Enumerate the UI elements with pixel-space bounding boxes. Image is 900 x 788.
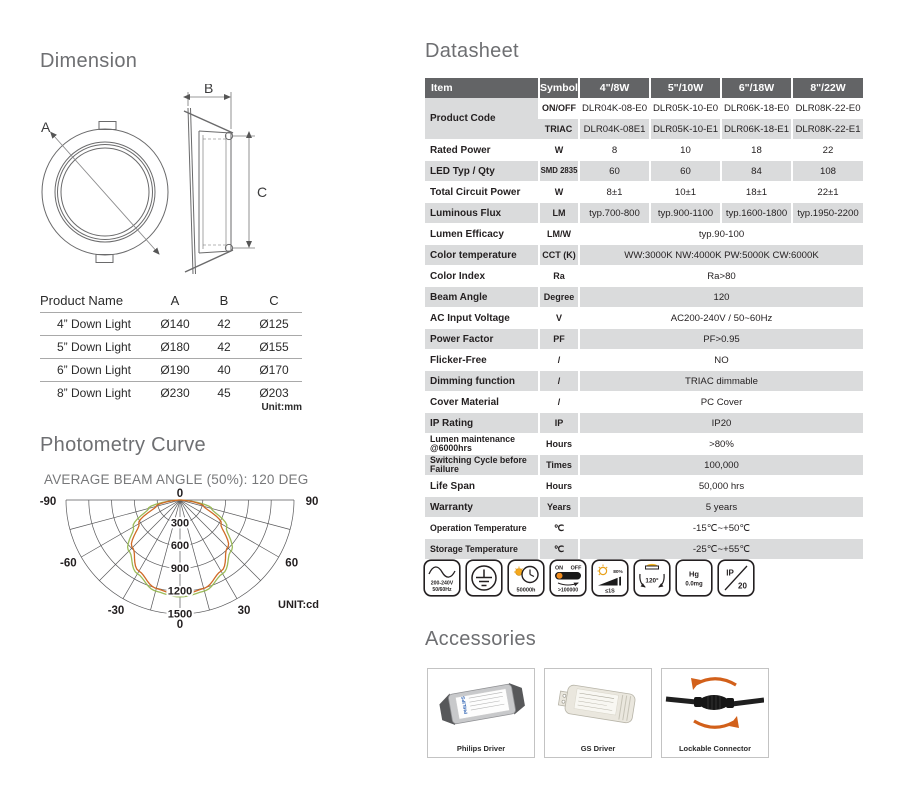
datasheet-value: DLR04K-08E1 [579,119,650,140]
accessory-philips-driver [427,668,535,758]
datasheet-row [425,476,863,497]
datasheet-symbol: / [539,392,579,413]
datasheet-value: Ra>80 [579,266,863,287]
svg-text:50/60Hz: 50/60Hz [432,587,452,593]
datasheet-row [425,329,863,350]
datasheet-item-label: Power Factor [425,329,539,350]
datasheet-item-label: Total Circuit Power [425,182,539,203]
datasheet-value: >80% [579,434,863,455]
datasheet-value: typ.90-100 [579,224,863,245]
datasheet-item-label: Lumen Efficacy [425,224,539,245]
spring-pivot-top [225,132,232,139]
datasheet-item-label: Storage Temperature [425,539,539,560]
datasheet-row [425,245,863,266]
accessory-caption: Philips Driver [456,744,506,753]
datasheet-header-row [425,78,863,98]
polar-angle-label: 30 [237,604,251,617]
datasheet-symbol: LM/W [539,224,579,245]
datasheet-value: 120 [579,287,863,308]
polar-radial-line [180,500,261,581]
datasheet-col-header: Symbol [539,78,579,98]
accessories-list [427,668,769,758]
product-table-cell: Ø140 [148,313,202,336]
polar-angle-label: -90 [39,496,57,508]
photometry-polar-chart [28,488,400,654]
instant-start-icon [591,559,629,597]
datasheet-row [425,392,863,413]
datasheet-value: 84 [721,161,792,182]
polar-angle-label: -60 [59,557,77,570]
polar-ring-label: 300 [170,517,190,530]
datasheet-item-label: Rated Power [425,140,539,161]
datasheet-row [425,518,863,539]
product-table-cell: Ø203 [246,382,302,405]
accessory-caption: Lockable Connector [678,744,752,753]
datasheet-section-title: Datasheet [425,40,519,62]
mount-tab-bottom [96,255,113,263]
datasheet-row [425,203,863,224]
product-table-cell: Ø230 [148,382,202,405]
datasheet-value: 5 years [579,497,863,518]
lockable-connector-image [664,671,764,737]
product-table-header: C [269,292,279,308]
polar-angle-label: -30 [107,604,125,617]
datasheet-col-header: 5"/10W [650,78,721,98]
datasheet-value: 22 [792,140,863,161]
datasheet-value: 22±1 [792,182,863,203]
datasheet-row [425,287,863,308]
unit-note: Unit:mm [261,402,302,413]
datasheet-value: typ.900-1100 [650,203,721,224]
datasheet-item-label: Lumen maintenance @6000hrs [425,434,539,455]
datasheet-symbol: / [539,350,579,371]
svg-text:Hg: Hg [689,569,699,579]
datasheet-value: -15℃~+50℃ [579,518,863,539]
svg-text:120°: 120° [645,577,659,585]
datasheet-value: 10 [650,140,721,161]
product-table-cell: 6” Down Light [40,359,148,382]
datasheet-col-header: Item [425,78,539,98]
datasheet-symbol: V [539,308,579,329]
datasheet-value: PC Cover [579,392,863,413]
product-table-header: A [170,292,180,308]
svg-text:200-240V: 200-240V [430,580,454,587]
product-table-row [40,382,302,405]
datasheet-value: 18 [721,140,792,161]
datasheet-col-header: 4"/8W [579,78,650,98]
datasheet-row [425,413,863,434]
datasheet-value: TRIAC dimmable [579,371,863,392]
datasheet-value: DLR06K-18-E0 [721,98,792,119]
beam-angle-icon [633,559,671,597]
datasheet-item-label: Switching Cycle before Failure [425,455,539,476]
datasheet-symbol: Hours [539,476,579,497]
datasheet-row [425,98,863,119]
datasheet-value: DLR04K-08-E0 [579,98,650,119]
certification-icons [423,559,755,597]
datasheet-item-label: Luminous Flux [425,203,539,224]
polar-radial-line [180,500,290,530]
datasheet-symbol: / [539,371,579,392]
gs-driver-image [547,671,647,737]
svg-text:>100000: >100000 [557,587,579,594]
datasheet-item-label: Warranty [425,497,539,518]
datasheet-item-label: Cover Material [425,392,539,413]
philips-driver-image [430,671,530,737]
product-size-table [40,288,302,404]
datasheet-symbol: ℃ [539,539,579,560]
product-table-cell: Ø155 [246,336,302,359]
dim-b-arrows [188,92,231,129]
polar-zero-top-label: 0 [176,488,184,500]
datasheet-value: 100,000 [579,455,863,476]
accessory-gs-driver [544,668,652,758]
datasheet-col-header: 6"/18W [721,78,792,98]
svg-text:OFF: OFF [570,565,582,572]
front-view [42,122,168,263]
switching-cycles-icon [549,559,587,597]
datasheet-value: 50,000 hrs [579,476,863,497]
datasheet-row [425,308,863,329]
datasheet-value: typ.1600-1800 [721,203,792,224]
datasheet-symbol: W [539,182,579,203]
datasheet-symbol: ON/OFF [539,98,579,119]
product-table-header: Product Name [40,292,124,308]
product-table-cell: 5” Down Light [40,336,148,359]
datasheet-row [425,182,863,203]
datasheet-row [425,161,863,182]
datasheet-value: DLR06K-18-E1 [721,119,792,140]
product-table-row [40,336,302,359]
datasheet-symbol: LM [539,203,579,224]
datasheet-value: PF>0.95 [579,329,863,350]
polar-ring-label: 600 [170,540,190,553]
datasheet-item-label: LED Typ / Qty [425,161,539,182]
product-table-cell: 8” Down Light [40,382,148,405]
datasheet-item-label: Flicker-Free [425,350,539,371]
datasheet-item-label: Operation Temperature [425,518,539,539]
accessories-section-title: Accessories [425,628,537,650]
datasheet-value: 8±1 [579,182,650,203]
dim-c-arrows [233,136,255,248]
datasheet-row [425,539,863,560]
dim-label-b: B [204,84,214,96]
beam-angle-subtitle: AVERAGE BEAM ANGLE (50%): 120 DEG [44,472,309,487]
datasheet-value: typ.700-800 [579,203,650,224]
product-table-row [40,313,302,336]
spring-pivot-bottom [225,244,232,251]
datasheet-value: 8 [579,140,650,161]
datasheet-symbol: CCT (K) [539,245,579,266]
dim-label-a: A [41,119,51,135]
svg-text:20: 20 [738,581,747,591]
product-table-cell: 40 [202,359,246,382]
datasheet-symbol: Times [539,455,579,476]
product-table-cell: Ø125 [246,313,302,336]
lifespan-icon [507,559,545,597]
datasheet-row [425,140,863,161]
ip-rating-icon [717,559,755,597]
dimension-drawing [33,84,271,282]
datasheet-value: 10±1 [650,182,721,203]
datasheet-row [425,371,863,392]
accessory-lockable-connector [661,668,769,758]
polar-ring-label: 1200 [167,585,193,598]
product-table-cell: 45 [202,382,246,405]
product-table-cell: Ø180 [148,336,202,359]
polar-radial-line [180,500,279,557]
datasheet-table [425,78,863,560]
datasheet-item-label: Color Index [425,266,539,287]
datasheet-value: DLR08K-22-E0 [792,98,863,119]
polar-ring-label: 900 [170,562,190,575]
datasheet-col-header: 8"/22W [792,78,863,98]
photometry-section-title: Photometry Curve [40,434,206,456]
accessory-caption: GS Driver [580,744,616,753]
datasheet-item-label: Beam Angle [425,287,539,308]
datasheet-symbol: PF [539,329,579,350]
datasheet-value: 60 [579,161,650,182]
datasheet-symbol: IP [539,413,579,434]
datasheet-item-label: Dimming function [425,371,539,392]
datasheet-symbol: W [539,140,579,161]
product-table-header: B [219,292,229,308]
product-table-cell: Ø170 [246,359,302,382]
svg-text:0.0mg: 0.0mg [685,581,703,588]
svg-text:80%: 80% [613,570,623,575]
svg-text:≤1S: ≤1S [605,588,615,595]
datasheet-item-label: IP Rating [425,413,539,434]
product-table-cell: 42 [202,336,246,359]
datasheet-value: DLR05K-10-E0 [650,98,721,119]
ac-input-icon [423,559,461,597]
datasheet-value: IP20 [579,413,863,434]
polar-unit-label: UNIT:cd [278,599,319,611]
product-table-row [40,359,302,382]
datasheet-symbol: Hours [539,434,579,455]
datasheet-item-label: Color temperature [425,245,539,266]
datasheet-row [425,497,863,518]
datasheet-item-label: Life Span [425,476,539,497]
datasheet-value: -25℃~+55℃ [579,539,863,560]
datasheet-value: DLR05K-10-E1 [650,119,721,140]
polar-angle-label: 0 [176,619,184,631]
polar-radial-line [70,500,180,530]
side-view [184,92,255,274]
datasheet-item-label: Product Code [425,98,539,140]
product-table-cell: 4” Down Light [40,313,148,336]
mercury-free-icon [675,559,713,597]
datasheet-symbol: Degree [539,287,579,308]
datasheet-value: 60 [650,161,721,182]
polar-angle-label: 90 [305,496,319,508]
datasheet-item-label: AC Input Voltage [425,308,539,329]
earth-ground-icon [465,559,503,597]
datasheet-value: 108 [792,161,863,182]
datasheet-symbol: Ra [539,266,579,287]
polar-radial-line [99,500,180,581]
datasheet-row [425,224,863,245]
datasheet-value: DLR08K-22-E1 [792,119,863,140]
polar-ring-label: 1500 [167,608,193,621]
datasheet-row [425,350,863,371]
product-table-cell: Ø190 [148,359,202,382]
dimension-section-title: Dimension [40,50,138,72]
datasheet-row [425,434,863,455]
svg-text:50000h: 50000h [516,587,536,594]
datasheet-symbol: ℃ [539,518,579,539]
svg-text:ON: ON [554,565,564,572]
datasheet-row [425,266,863,287]
datasheet-value: typ.1950-2200 [792,203,863,224]
polar-radial-line [81,500,180,557]
datasheet-row [425,455,863,476]
dim-label-c: C [257,184,268,200]
polar-angle-label: 60 [285,557,299,570]
datasheet-symbol: SMD 2835 [539,161,579,182]
datasheet-symbol: TRIAC [539,119,579,140]
svg-text:PHILIPS: PHILIPS [460,695,469,715]
datasheet-value: NO [579,350,863,371]
svg-text:IP: IP [726,568,734,578]
datasheet-value: AC200-240V / 50~60Hz [579,308,863,329]
datasheet-symbol: Years [539,497,579,518]
datasheet-value: WW:3000K NW:4000K PW:5000K CW:6000K [579,245,863,266]
product-table-header-row [40,288,302,313]
datasheet-value: 18±1 [721,182,792,203]
mount-tab-top [99,122,116,130]
product-table-cell: 42 [202,313,246,336]
